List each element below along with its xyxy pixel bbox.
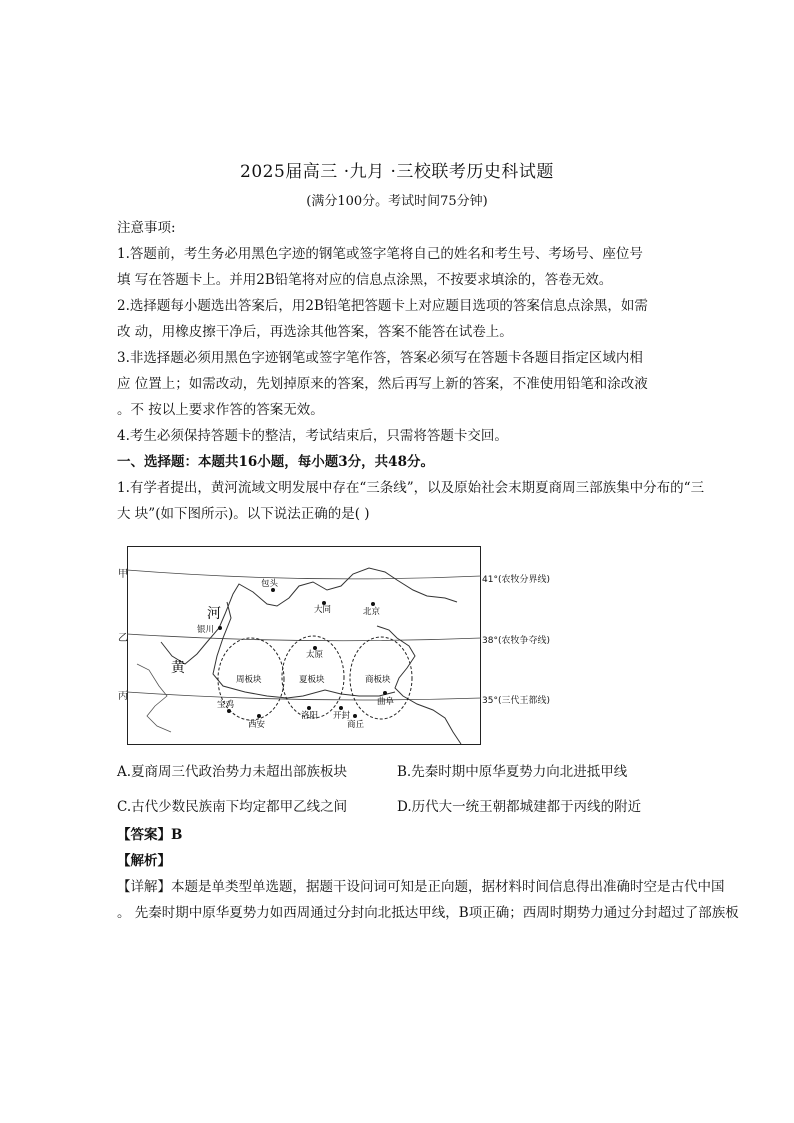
question-stem: 大 块”(如下图所示)。以下说法正确的是( ) <box>117 506 370 522</box>
city-label: 商丘 <box>347 720 365 730</box>
river-char: 河 <box>207 606 221 622</box>
section-heading: 一、选择题：本题共16小题，每小题3分，共48分。 <box>117 454 434 470</box>
city-dot <box>383 691 387 695</box>
option-c: C.古代少数民族南下均定都甲乙线之间 <box>117 799 348 815</box>
notice-line: 填 写在答题卡上。并用2B铅笔将对应的信息点涂黑，不按要求填涂的，答卷无效。 <box>117 272 613 288</box>
river-char: 黄 <box>171 660 185 676</box>
map-figure <box>127 546 481 745</box>
city-label: 曲阜 <box>377 697 395 707</box>
notice-line: 4.考生必须保持答题卡的整洁，考试结束后，只需将答题卡交回。 <box>117 428 508 444</box>
city-label: 开封 <box>333 711 351 721</box>
city-dot <box>339 706 343 710</box>
city-dot <box>353 714 357 718</box>
line-marker-jia: 甲 <box>118 569 128 580</box>
latitude-label-35: 35°(三代王都线) <box>482 696 550 706</box>
page-subtitle: (满分100分。考试时间75分钟) <box>306 194 488 209</box>
city-dot <box>307 706 311 710</box>
option-b: B.先秦时期中原华夏势力向北进抵甲线 <box>397 764 628 780</box>
line-marker-yi: 乙 <box>118 633 128 644</box>
city-label: 大同 <box>314 605 332 615</box>
block-label-zhou: 周板块 <box>236 675 262 685</box>
notice-line: 。不 按以上要求作答的答案无效。 <box>117 402 324 418</box>
latitude-label-38: 38°(农牧争夺线) <box>482 636 550 646</box>
notice-section <box>117 215 705 527</box>
city-label: 银川 <box>197 625 215 635</box>
page-title: 2025届高三 ·九月 ·三校联考历史科试题 <box>240 162 554 182</box>
notice-line: 3.非选择题必须用黑色字迹钢笔或签字笔作答，答案必须写在答题卡各题目指定区域内相 <box>117 350 643 366</box>
notice-line: 1.答题前，考生务必用黑色字迹的钢笔或签字笔将自己的姓名和考生号、考场号、座位号 <box>117 246 643 262</box>
city-dot <box>371 602 375 606</box>
latitude-label-41: 41°(农牧分界线) <box>482 575 550 585</box>
answer-section <box>117 822 739 926</box>
city-label: 西安 <box>248 720 266 730</box>
option-a: A.夏商周三代政治势力未超出部族板块 <box>117 764 348 780</box>
city-dot <box>257 714 261 718</box>
block-label-shang: 商板块 <box>365 675 391 685</box>
city-label: 宝鸡 <box>217 700 235 710</box>
notice-line: 改 动，用橡皮擦干净后，再选涂其他答案，答案不能答在试卷上。 <box>117 324 513 340</box>
analysis-heading: 【解析】 <box>117 853 171 869</box>
city-label: 洛阳 <box>301 711 319 721</box>
notice-line: 应 位置上；如需改动，先划掉原来的答案，然后再写上新的答案，不准使用铅笔和涂改液 <box>117 376 648 392</box>
city-label: 太原 <box>306 650 324 660</box>
line-marker-bing: 丙 <box>118 691 128 702</box>
detail-line: 。 先秦时期中原华夏势力如西周通过分封向北抵达甲线，B项正确；西周时期势力通过分封超过了部族板 <box>117 905 739 921</box>
answer-label: 【答案】B <box>117 827 183 843</box>
city-label: 包头 <box>261 579 279 589</box>
detail-line: 【详解】本题是单类型单选题，据题干设问词可知是正向题，据材料时间信息得出准确时空是古代中国 <box>117 879 725 895</box>
notice-heading: 注意事项: <box>117 220 176 236</box>
city-dot <box>218 626 222 630</box>
block-label-xia: 夏板块 <box>299 675 325 685</box>
city-label: 北京 <box>363 607 381 617</box>
question-stem: 1.有学者提出，黄河流域文明发展中存在“三条线”，以及原始社会末期夏商周三部族集中分布的“三 <box>117 480 705 496</box>
notice-line: 2.选择题每小题选出答案后，用2B铅笔把答题卡上对应题目选项的答案信息点涂黑，如需 <box>117 298 648 314</box>
option-d: D.历代大一统王朝都城建都于丙线的附近 <box>397 799 642 815</box>
